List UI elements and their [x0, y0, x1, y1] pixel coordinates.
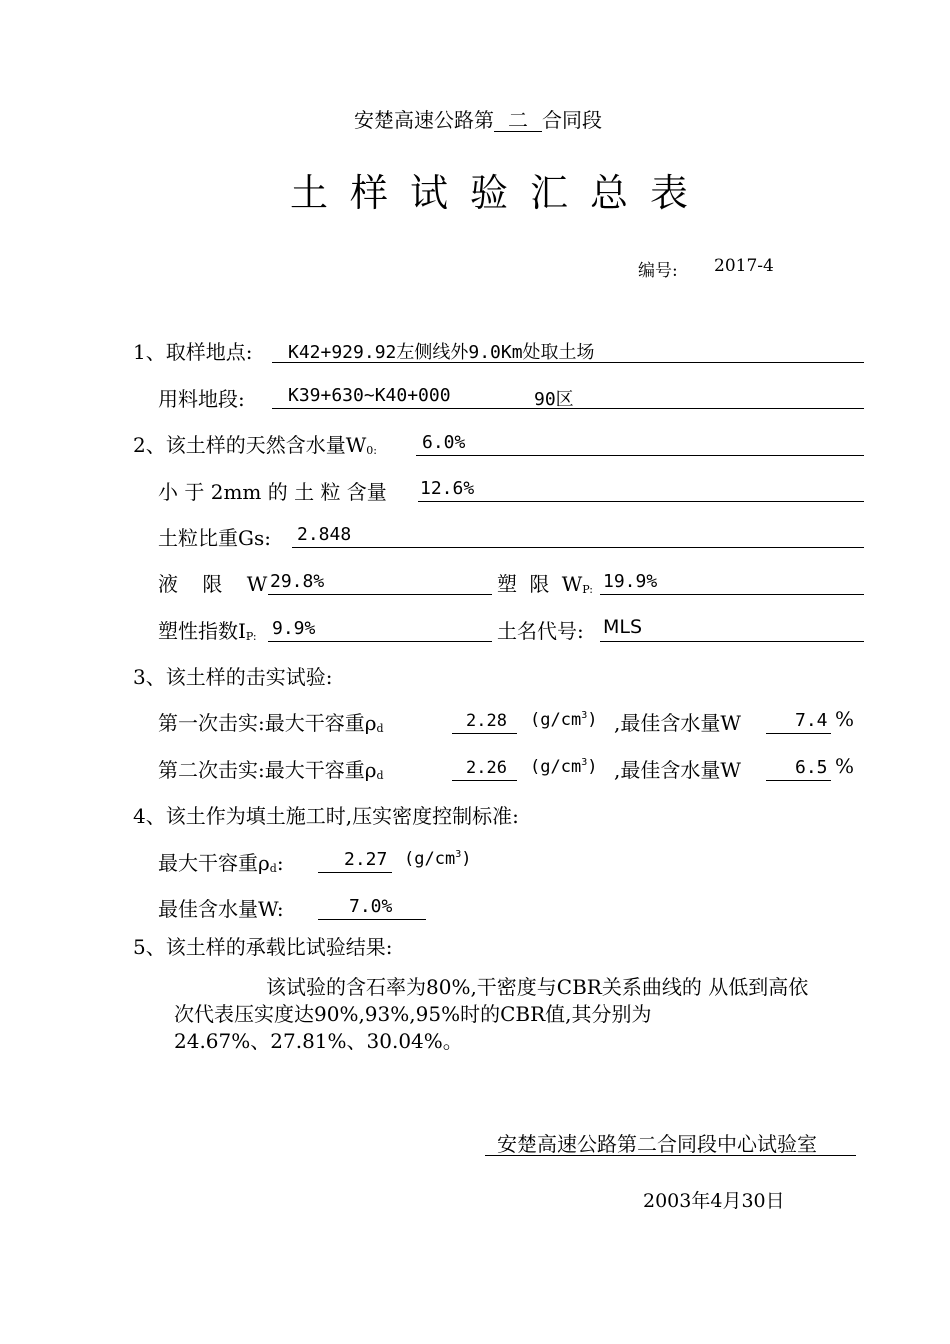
max-density-unit-open: (g/cm: [404, 849, 456, 869]
serial-value: 2017-4: [714, 256, 774, 276]
trial2-moisture-value: 6.5: [795, 757, 828, 778]
plastic-limit-underline: [600, 594, 864, 595]
natural-moisture-label-text: 2、该土样的天然含水量W: [133, 433, 367, 457]
usage-range-value: K39+630~K40+000: [288, 385, 451, 406]
plastic-limit-value: 19.9%: [603, 571, 658, 592]
trial2-unit-sup: 3: [581, 757, 588, 768]
trial1-label-text: 第一次击实:最大干容重ρ: [158, 711, 377, 735]
trial1-label: [158, 707, 384, 736]
opt-moisture-value: 7.0%: [349, 896, 393, 917]
plasticity-index-subscript: P:: [245, 630, 257, 643]
opt-moisture-underline: [318, 919, 426, 920]
soil-name-value: MLS: [603, 616, 643, 638]
plastic-limit-label-text: 塑 限 W: [497, 572, 583, 596]
soil-name-underline: [600, 641, 864, 642]
serial-label: 编号:: [638, 261, 678, 281]
max-density-subscript: d: [269, 862, 277, 875]
compaction-test-label: 3、该土样的击实试验:: [133, 665, 333, 689]
trial1-moisture-value: 7.4: [795, 710, 828, 731]
max-density-unit-close: ): [461, 849, 472, 869]
liquid-limit-value: 29.8%: [270, 571, 325, 592]
subtitle-suffix: 合同段: [542, 108, 602, 132]
sampling-location-label: 1、取样地点:: [133, 340, 253, 364]
sampling-location-value: K42+929.92左侧线外9.0Km处取土场: [288, 342, 595, 363]
trial2-moisture-underline: [766, 780, 831, 781]
trial2-unit: [530, 757, 597, 777]
location-underline: [272, 362, 864, 363]
max-density-colon: :: [276, 851, 284, 875]
plastic-limit-label: [497, 568, 593, 597]
page-title: 土样试验汇总表: [290, 171, 711, 215]
subtitle-section: 二: [494, 109, 542, 132]
fine-particle-underline: [418, 501, 864, 502]
compaction-standard-label: 4、该土作为填土施工时,压实密度控制标准:: [133, 804, 519, 828]
trial2-density-underline: [452, 780, 517, 781]
specific-gravity-underline: [292, 547, 864, 548]
moisture-underline: [416, 455, 864, 456]
usage-underline: [272, 408, 864, 409]
report-date: 2003年4月30日: [643, 1190, 785, 1212]
trial2-moisture-label: ,最佳含水量W: [614, 758, 741, 782]
trial1-moisture-label: ,最佳含水量W: [614, 711, 741, 735]
trial1-percent: %: [835, 707, 855, 731]
max-density-label-text: 最大干容重ρ: [158, 851, 270, 875]
trial2-unit-close: ): [587, 757, 598, 777]
trial2-label-text: 第二次击实:最大干容重ρ: [158, 758, 377, 782]
plastic-limit-subscript: P:: [582, 583, 593, 596]
trial1-density-value: 2.28: [466, 711, 507, 731]
natural-moisture-value: 6.0%: [422, 432, 466, 453]
specific-gravity-label: 土粒比重Gs:: [158, 526, 271, 550]
cbr-result-line2: 次代表压实度达90%,93%,95%时的CBR值,其分别为: [174, 1002, 652, 1026]
specific-gravity-value: 2.848: [297, 524, 352, 545]
trial1-unit-sup: 3: [581, 710, 588, 721]
plasticity-index-underline: [268, 641, 492, 642]
soil-name-label: 土名代号:: [497, 619, 584, 643]
max-density-label: [158, 847, 284, 876]
usage-section-label: 用料地段:: [158, 387, 245, 411]
max-density-value: 2.27: [344, 849, 388, 870]
opt-moisture-label: 最佳含水量W:: [158, 897, 284, 921]
max-density-unit: [404, 849, 471, 869]
max-density-underline: [318, 872, 392, 873]
fine-particle-label: 小 于 2mm 的 土 粒 含量: [158, 480, 387, 504]
usage-zone-value: 90区: [534, 389, 574, 410]
cbr-result-line3: 24.67%、27.81%、30.04%。: [174, 1029, 463, 1053]
lab-organization: 安楚高速公路第二合同段中心试验室: [497, 1132, 817, 1156]
trial1-rho-subscript: d: [376, 722, 384, 735]
plasticity-index-label-text: 塑性指数I: [158, 619, 246, 643]
liquid-limit-label: 液 限 W: [158, 572, 268, 596]
organization-underline: [485, 1155, 856, 1156]
plasticity-index-value: 9.9%: [272, 618, 316, 639]
trial1-density-underline: [452, 733, 517, 734]
trial2-percent: %: [835, 754, 855, 778]
natural-moisture-label: [133, 429, 377, 458]
max-density-unit-sup: 3: [455, 849, 462, 860]
trial1-unit: [530, 710, 597, 730]
fine-particle-value: 12.6%: [420, 478, 475, 499]
trial2-unit-open: (g/cm: [530, 757, 582, 777]
trial1-unit-close: ): [587, 710, 598, 730]
natural-moisture-subscript: 0:: [366, 444, 377, 457]
cbr-result-line1: 该试验的含石率为80%,干密度与CBR关系曲线的 从低到高依: [266, 975, 809, 999]
cbr-test-label: 5、该土样的承载比试验结果:: [133, 935, 393, 959]
plasticity-index-label: [158, 615, 257, 644]
trial2-label: [158, 754, 384, 783]
subtitle-prefix: 安楚高速公路第: [354, 108, 494, 132]
trial1-moisture-underline: [766, 733, 831, 734]
trial2-density-value: 2.26: [466, 758, 507, 778]
trial1-unit-open: (g/cm: [530, 710, 582, 730]
contract-subtitle: [354, 104, 602, 133]
trial2-rho-subscript: d: [376, 769, 384, 782]
liquid-limit-underline: [268, 594, 492, 595]
